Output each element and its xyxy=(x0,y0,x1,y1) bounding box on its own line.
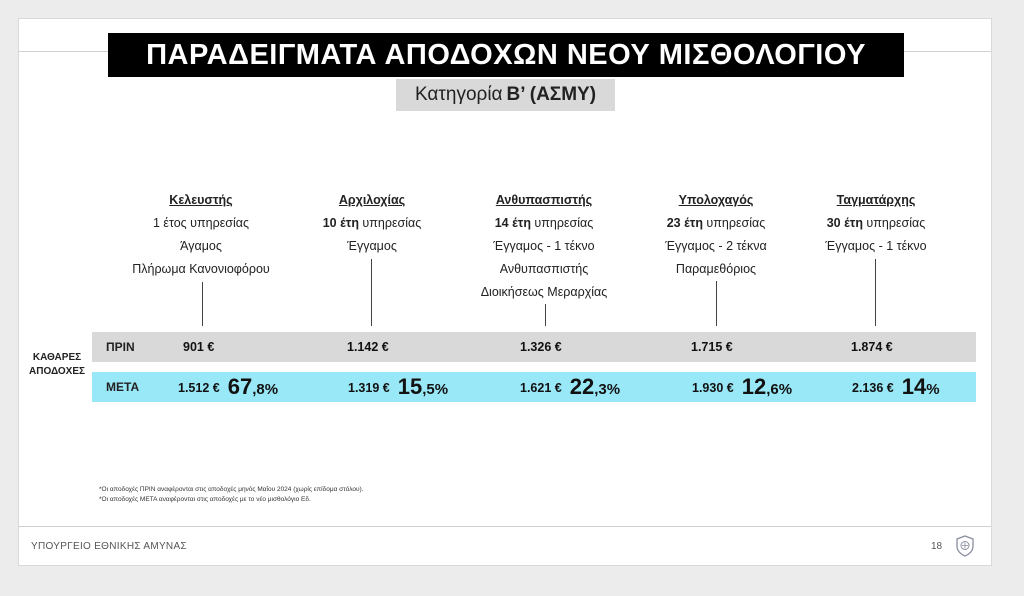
detail-line: Έγγαμος - 2 τέκνα xyxy=(665,239,767,253)
service-years: 23 έτη υπηρεσίας xyxy=(666,216,766,230)
page-title: ΠΑΡΑΔΕΙΓΜΑΤΑ ΑΠΟΔΟΧΩΝ ΝΕΟΥ ΜΙΣΘΟΛΟΓΙΟΥ xyxy=(108,33,904,77)
detail-line: Πλήρωμα Κανονιοφόρου xyxy=(132,262,270,276)
detail-line: Έγγαμος xyxy=(347,239,397,253)
detail-line: Διοικήσεως Μεραρχίας xyxy=(480,285,608,299)
detail-line: Έγγαμος - 1 τέκνο xyxy=(825,239,927,253)
before-value: 1.326 € xyxy=(520,340,562,354)
bottom-divider xyxy=(19,526,991,527)
example-column-4 xyxy=(776,189,976,258)
service-years: 1 έτος υπηρεσίας xyxy=(152,216,250,230)
after-value: 1.512 € 67,8% xyxy=(178,374,279,399)
rank-label: Κελευστής xyxy=(169,193,233,207)
example-column-2 xyxy=(444,189,644,304)
rank-label: Αρχιλοχίας xyxy=(338,193,406,207)
footnote: *Οι αποδοχές ΠΡΙΝ αναφέρονται στις αποδοχές μηνός Μαΐου 2024 (χωρίς επίδομα στόλου). xyxy=(99,486,364,493)
service-years: 30 έτη υπηρεσίας xyxy=(826,216,926,230)
detail-line: Ανθυπασπιστής xyxy=(499,262,589,276)
increase-percent: 67,8% xyxy=(227,374,279,399)
rank-label: Ταγματάρχης xyxy=(836,193,916,207)
detail-line: Έγγαμος - 1 τέκνο xyxy=(493,239,595,253)
example-column-0 xyxy=(101,189,301,281)
detail-line: Παραμεθόριος xyxy=(675,262,757,276)
after-row xyxy=(92,372,976,402)
increase-percent: 14% xyxy=(901,374,940,399)
connector-line xyxy=(371,259,372,326)
page-number: 18 xyxy=(931,541,943,552)
connector-line xyxy=(875,259,876,326)
before-value: 901 € xyxy=(183,340,215,354)
net-earnings-label: ΚΑΘΑΡΕΣ ΑΠΟΔΟΧΕΣ xyxy=(29,352,85,377)
service-years: 14 έτη υπηρεσίας xyxy=(494,216,594,230)
rank-label: Ανθυπασπιστής xyxy=(495,193,593,207)
subtitle-prefix: Κατηγορία xyxy=(414,84,503,105)
connector-line xyxy=(716,281,717,326)
before-value: 1.874 € xyxy=(851,340,893,354)
connector-line xyxy=(545,304,546,326)
increase-percent: 15,5% xyxy=(397,374,449,399)
subtitle xyxy=(396,79,615,111)
footer-ministry: ΥΠΟΥΡΓΕΙΟ ΕΘΝΙΚΗΣ ΑΜΥΝΑΣ xyxy=(31,541,187,552)
before-label: ΠΡΙΝ xyxy=(106,340,135,354)
increase-percent: 22,3% xyxy=(569,374,621,399)
footnotes xyxy=(99,485,364,505)
after-value: 2.136 € 14% xyxy=(852,374,940,399)
ministry-emblem-icon xyxy=(955,535,975,557)
before-value: 1.142 € xyxy=(347,340,389,354)
increase-percent: 12,6% xyxy=(741,374,793,399)
before-row xyxy=(92,332,976,362)
after-label: ΜΕΤΑ xyxy=(106,380,140,394)
before-value: 1.715 € xyxy=(691,340,733,354)
subtitle-category: Β’ (ΑΣΜΥ) xyxy=(506,84,597,105)
service-years: 10 έτη υπηρεσίας xyxy=(322,216,422,230)
example-column-1 xyxy=(272,189,472,258)
after-value: 1.621 € 22,3% xyxy=(520,374,621,399)
slide xyxy=(18,18,992,566)
after-value: 1.930 € 12,6% xyxy=(692,374,793,399)
rank-label: Υπολοχαγός xyxy=(678,193,754,207)
footnote: *Οι αποδοχές ΜΕΤΑ αναφέρονται στις αποδοχές με το νέο μισθολόγιο Εδ. xyxy=(99,496,311,503)
connector-line xyxy=(202,282,203,326)
after-value: 1.319 € 15,5% xyxy=(348,374,449,399)
detail-line: Άγαμος xyxy=(180,239,222,253)
